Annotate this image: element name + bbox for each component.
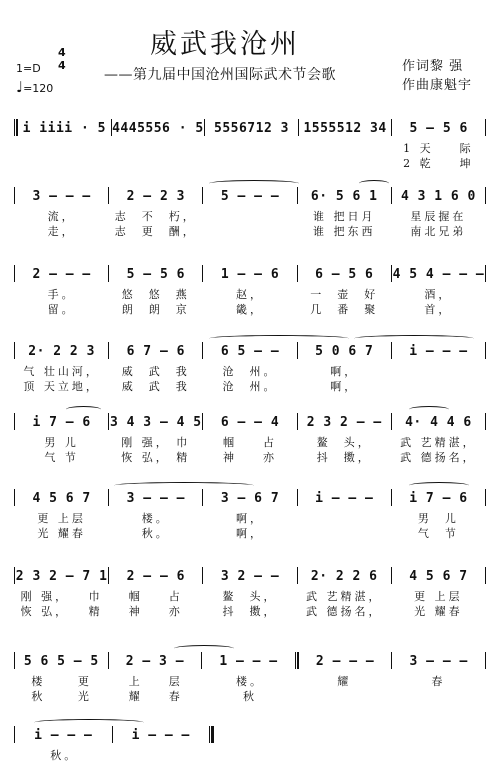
notation-row [14, 725, 214, 743]
slur-mark [114, 482, 254, 489]
lyric-text: 秋。 [50, 749, 79, 762]
measure: 2 — 3 — [125, 654, 185, 669]
measure: 4 5 6 7 [32, 491, 91, 506]
lyric-line [14, 380, 486, 393]
measure: 3 — 6 7 [220, 491, 280, 506]
lyric-text: 几 番 聚 [310, 303, 379, 316]
lyric-text: 气 节 [417, 527, 459, 540]
lyric-text: 志 不 朽， [114, 210, 197, 223]
lyricist-credit: 作词黎 强 [402, 59, 464, 74]
lyric-text: 留。 [47, 303, 76, 316]
lyric-text: 楼。 [141, 512, 170, 525]
measure: 1 — — 6 [220, 267, 280, 282]
notation-row [14, 412, 486, 430]
lyric-text [298, 157, 391, 170]
measure: i — — — [315, 491, 374, 506]
lyric-line [14, 365, 486, 378]
lyric-text: 谁 把东西 [312, 225, 376, 238]
lyric-line [14, 436, 486, 449]
measure: 3 — — — [126, 491, 185, 506]
lyric-text: 恢 弘， 精 [20, 605, 103, 618]
lyric-text: 刚 强， 巾 [20, 590, 103, 603]
lyric-line [14, 303, 486, 316]
measure: 5 — 5 6 [409, 121, 468, 136]
measure: i — — — [131, 728, 190, 743]
tempo-marking [16, 78, 53, 96]
lyric-text: 秋 [243, 690, 257, 703]
notation-row [14, 651, 486, 669]
measure: 3 — — — [32, 189, 91, 204]
measure: i — — — [409, 344, 468, 359]
key-signature: 1=D [16, 62, 41, 75]
notation-row [14, 186, 486, 204]
measure: 4· 4 4 6 [405, 415, 472, 430]
lyric-text: 畿， [236, 303, 264, 316]
lyric-text: 秋。 [141, 527, 170, 540]
slur-mark [66, 406, 101, 413]
lyric-text [203, 157, 296, 170]
lyric-text: 沧 州。 [222, 365, 278, 378]
measure: 6 7 — 6 [126, 344, 185, 359]
measure: 6 — 5 6 [315, 267, 374, 282]
bar-line [485, 652, 486, 669]
slur-mark [354, 335, 474, 342]
lyric-text [109, 157, 202, 170]
lyric-text: 走， [47, 225, 76, 238]
measure: 6· 5 6 1 [310, 189, 378, 204]
time-signature [58, 46, 66, 72]
lyric-text: 武 艺精湛， [400, 436, 477, 449]
lyric-text: 2 乾 坤 [403, 157, 474, 170]
lyric-text [15, 157, 108, 170]
lyric-text: 抖 擞， [316, 451, 372, 464]
measure: 3 2 — — [220, 569, 280, 584]
slur-mark [34, 719, 144, 726]
lyric-line [14, 590, 486, 603]
lyric-text: 武 德扬名， [400, 451, 477, 464]
lyric-line [14, 749, 214, 762]
lyric-text: 恢 弘， 精 [121, 451, 191, 464]
lyric-text: 首， [424, 303, 453, 316]
lyric-text [203, 225, 296, 238]
time-signature-bottom: 4 [58, 59, 66, 72]
lyric-text [298, 512, 391, 525]
measure: i 7 — 6 [409, 491, 468, 506]
lyric-text: 顶 天立地， [23, 380, 100, 393]
lyric-text: 楼。 [236, 675, 264, 688]
lyric-text: 啊， [330, 380, 359, 393]
lyric-text [298, 142, 391, 155]
measure: 2· 2 2 3 [28, 344, 95, 359]
lyric-text: 耀 春 [128, 690, 183, 703]
measure: i 7 — 6 [32, 415, 91, 430]
lyric-text: 悠 悠 燕 [121, 288, 190, 301]
measure: 2 — — — [32, 267, 91, 282]
slur-mark [209, 335, 349, 342]
notation-row [14, 118, 486, 136]
lyric-text: 春 [431, 675, 446, 688]
lyric-text: 神 亦 [128, 605, 183, 618]
lyric-text: 朗 朗 京 [121, 303, 190, 316]
measure: i — — — [34, 728, 93, 743]
song-title: 威武我沧州 [150, 29, 300, 60]
lyric-text: 刚 强， 巾 [121, 436, 191, 449]
bar-line [209, 726, 214, 743]
lyric-text: 鳌 头， [222, 590, 278, 603]
lyric-line [14, 157, 486, 170]
lyric-line [14, 512, 486, 525]
bar-line [485, 489, 486, 506]
lyric-text: 啊， [330, 365, 359, 378]
lyric-text [392, 365, 485, 378]
measure: 6 5 — — [220, 344, 280, 359]
lyric-text: 赵， [236, 288, 264, 301]
lyric-line [14, 605, 486, 618]
slur-mark [409, 482, 469, 489]
slur-mark [209, 180, 299, 187]
bar-line [485, 567, 486, 584]
lyric-text: 男 儿 [44, 436, 79, 449]
lyric-line [14, 451, 486, 464]
lyric-text [392, 690, 485, 703]
lyric-text: 光 耀春 [37, 527, 86, 540]
measure: 2 — — 6 [126, 569, 185, 584]
lyric-text [392, 380, 485, 393]
lyric-text: 神 亦 [223, 451, 277, 464]
measure: 3 4 3 — 4 5 [110, 415, 202, 430]
lyric-text [203, 210, 296, 223]
time-signature-top: 4 [58, 46, 66, 59]
lyric-line [14, 690, 486, 703]
measure: 2 — 2 3 [126, 189, 185, 204]
lyric-line [14, 288, 486, 301]
lyric-text: 抖 擞， [222, 605, 278, 618]
lyric-text: 武 艺精湛， [305, 590, 383, 603]
lyric-text: 星辰握在 [410, 210, 467, 223]
lyric-text: 流， [47, 210, 76, 223]
composer-credit: 作曲康魁宇 [402, 78, 473, 93]
notation-row [14, 488, 486, 506]
measure: 3 — — — [409, 654, 468, 669]
lyric-text: 谁 把日月 [312, 210, 376, 223]
lyric-text: 酒， [424, 288, 453, 301]
lyric-text: 沧 州。 [222, 380, 278, 393]
tempo-value: =120 [23, 82, 54, 95]
lyric-text: 更 上层 [414, 590, 463, 603]
quarter-note-icon: ♩ [16, 78, 24, 96]
measure: 4 5 4 — — — [392, 267, 485, 282]
lyric-text: 鳌 头， [316, 436, 372, 449]
slur-mark [359, 180, 389, 187]
lyric-text [115, 749, 214, 762]
lyric-text: 威 武 我 [121, 365, 190, 378]
measure: i iiii · 5 [22, 121, 106, 136]
measure: 1 — — — [219, 654, 278, 669]
lyric-text: 武 德扬名， [305, 605, 383, 618]
measure: 5556712 3 [214, 121, 289, 136]
lyric-text [298, 690, 391, 703]
lyric-text: 光 耀春 [414, 605, 463, 618]
slur-mark [409, 406, 449, 413]
measure: 4 5 6 7 [409, 569, 468, 584]
lyric-line [14, 225, 486, 238]
lyric-text: 一 壶 好 [310, 288, 379, 301]
lyric-text: 手。 [47, 288, 76, 301]
lyric-line [14, 675, 486, 688]
lyric-line [14, 527, 486, 540]
measure: 1555512 34 [303, 121, 387, 136]
lyric-text [15, 142, 108, 155]
lyric-text [109, 142, 202, 155]
lyric-text: 南北兄弟 [410, 225, 467, 238]
bar-line [485, 119, 486, 136]
bar-line [485, 265, 486, 282]
bar-line [485, 342, 486, 359]
lyric-text: 志 更 酬， [114, 225, 197, 238]
lyric-text: 上 层 [128, 675, 183, 688]
lyric-text [298, 527, 391, 540]
measure: 2 3 2 — 7 1 [15, 569, 108, 584]
lyric-text: 威 武 我 [121, 380, 190, 393]
bar-line [485, 187, 486, 204]
measure: 2· 2 2 6 [310, 569, 378, 584]
lyric-text: 啊， [236, 512, 264, 525]
measure: 5 0 6 7 [315, 344, 374, 359]
slur-mark [174, 645, 234, 652]
measure: 5 6 5 — 5 [23, 654, 99, 669]
lyric-text [203, 142, 296, 155]
lyric-line [14, 142, 486, 155]
lyric-text: 楼 更 [31, 675, 92, 688]
notation-row [14, 341, 486, 359]
measure: 5 — 5 6 [126, 267, 185, 282]
lyric-text: 帼 占 [223, 436, 277, 449]
measure: 2 3 2 — — [306, 415, 382, 430]
lyric-text: 更 上层 [37, 512, 86, 525]
lyric-line [14, 210, 486, 223]
bar-line [485, 413, 486, 430]
measure: 6 — — 4 [220, 415, 280, 430]
lyric-text: 气 壮山河， [23, 365, 100, 378]
measure: 2 — — — [315, 654, 375, 669]
lyric-text: 秋 光 [31, 690, 92, 703]
lyric-text: 耀 [337, 675, 352, 688]
notation-row [14, 264, 486, 282]
measure: 4 3 1 6 0 [400, 189, 476, 204]
lyric-text: 男 儿 [417, 512, 459, 525]
measure: 4445556 · 5 [112, 121, 204, 136]
song-subtitle: ——第九届中国沧州国际武术节会歌 [104, 67, 336, 83]
lyric-text: 帼 占 [128, 590, 183, 603]
notation-row [14, 566, 486, 584]
lyric-text: 啊， [236, 527, 264, 540]
lyric-text: 1 天 际 [403, 142, 474, 155]
lyric-text: 气 节 [44, 451, 79, 464]
measure: 5 — — — [220, 189, 280, 204]
